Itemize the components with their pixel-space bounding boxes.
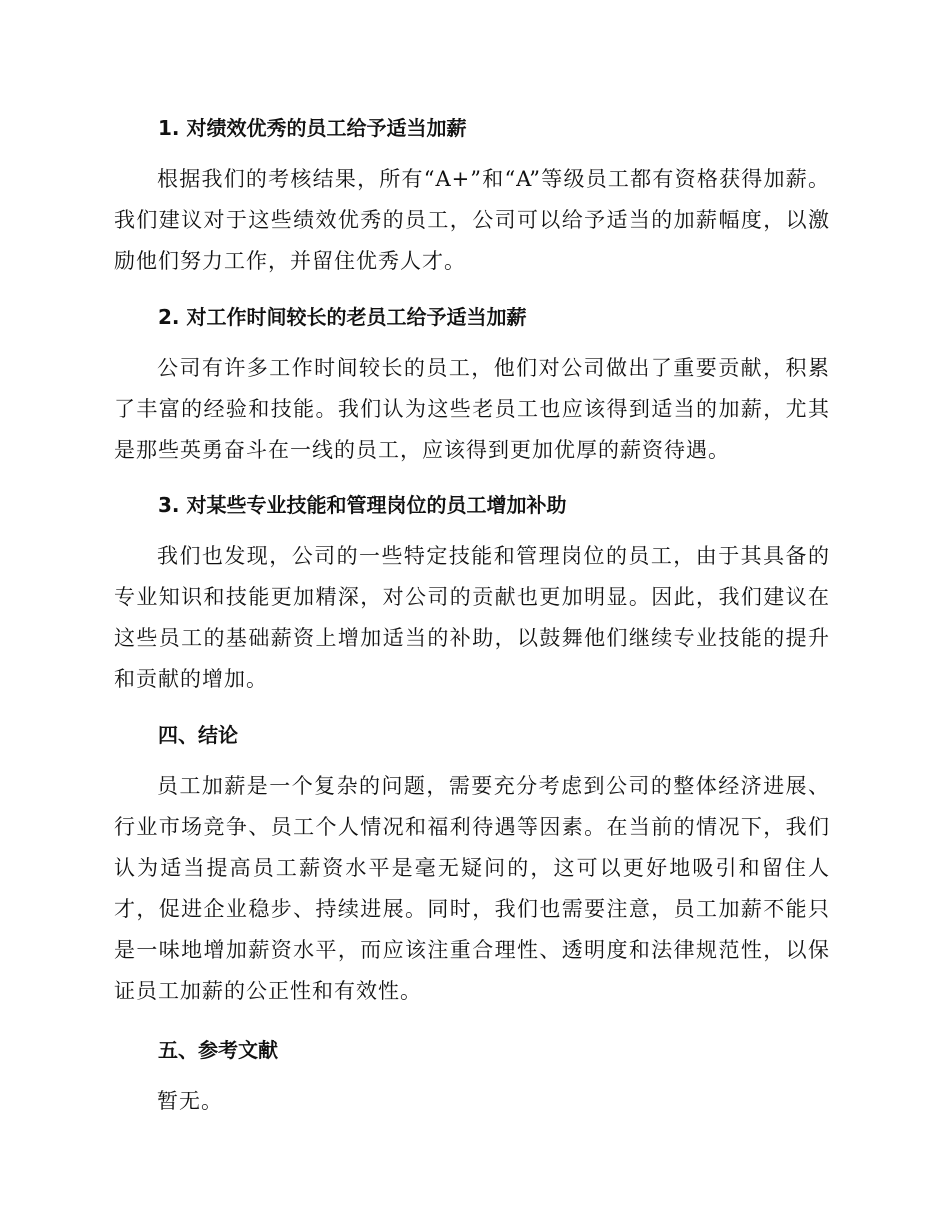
section-paragraph-2: 公司有许多工作时间较长的员工，他们对公司做出了重要贡献，积累了丰富的经验和技能。我们认为这些老员工也应该得到适当的加薪，尤其是那些英勇奋斗在一线的员工，应该得到更加优厚的薪资待遇。 xyxy=(114,356,830,462)
section-paragraph-3: 我们也发现，公司的一些特定技能和管理岗位的员工，由于其具备的专业知识和技能更加精深，对公司的贡献也更加明显。因此，我们建议在这些员工的基础薪资上增加适当的补助，以鼓舞他们继续专业技能的提升和贡献的增加。 xyxy=(114,544,830,691)
section-heading-1: 1. 对绩效优秀的员工给予适当加薪 xyxy=(158,116,467,140)
section-paragraph-1: 根据我们的考核结果，所有“A+”和“A”等级员工都有资格获得加薪。我们建议对于这些绩效优秀的员工，公司可以给予适当的加薪幅度，以激励他们努力工作，并留住优秀人才。 xyxy=(114,167,830,273)
section-heading-3: 3. 对某些专业技能和管理岗位的员工增加补助 xyxy=(158,493,567,517)
section-heading-references: 五、参考文献 xyxy=(158,1038,278,1062)
section-paragraph-references: 暂无。 xyxy=(157,1089,223,1113)
section-heading-conclusion: 四、结论 xyxy=(158,723,238,747)
section-heading-2: 2. 对工作时间较长的老员工给予适当加薪 xyxy=(158,305,527,329)
section-paragraph-conclusion: 员工加薪是一个复杂的问题，需要充分考虑到公司的整体经济进展、行业市场竞争、员工个人情况和福利待遇等因素。在当前的情况下，我们认为适当提高员工薪资水平是毫无疑问的，这可以更好地吸引和留住人才，促进企业稳步、持续进展。同时，我们也需要注意，员工加薪不能只是一味地增加薪资水平，而应该注重合理性、透明度和法律规范性，以保证员工加薪的公正性和有效性。 xyxy=(114,774,830,1003)
